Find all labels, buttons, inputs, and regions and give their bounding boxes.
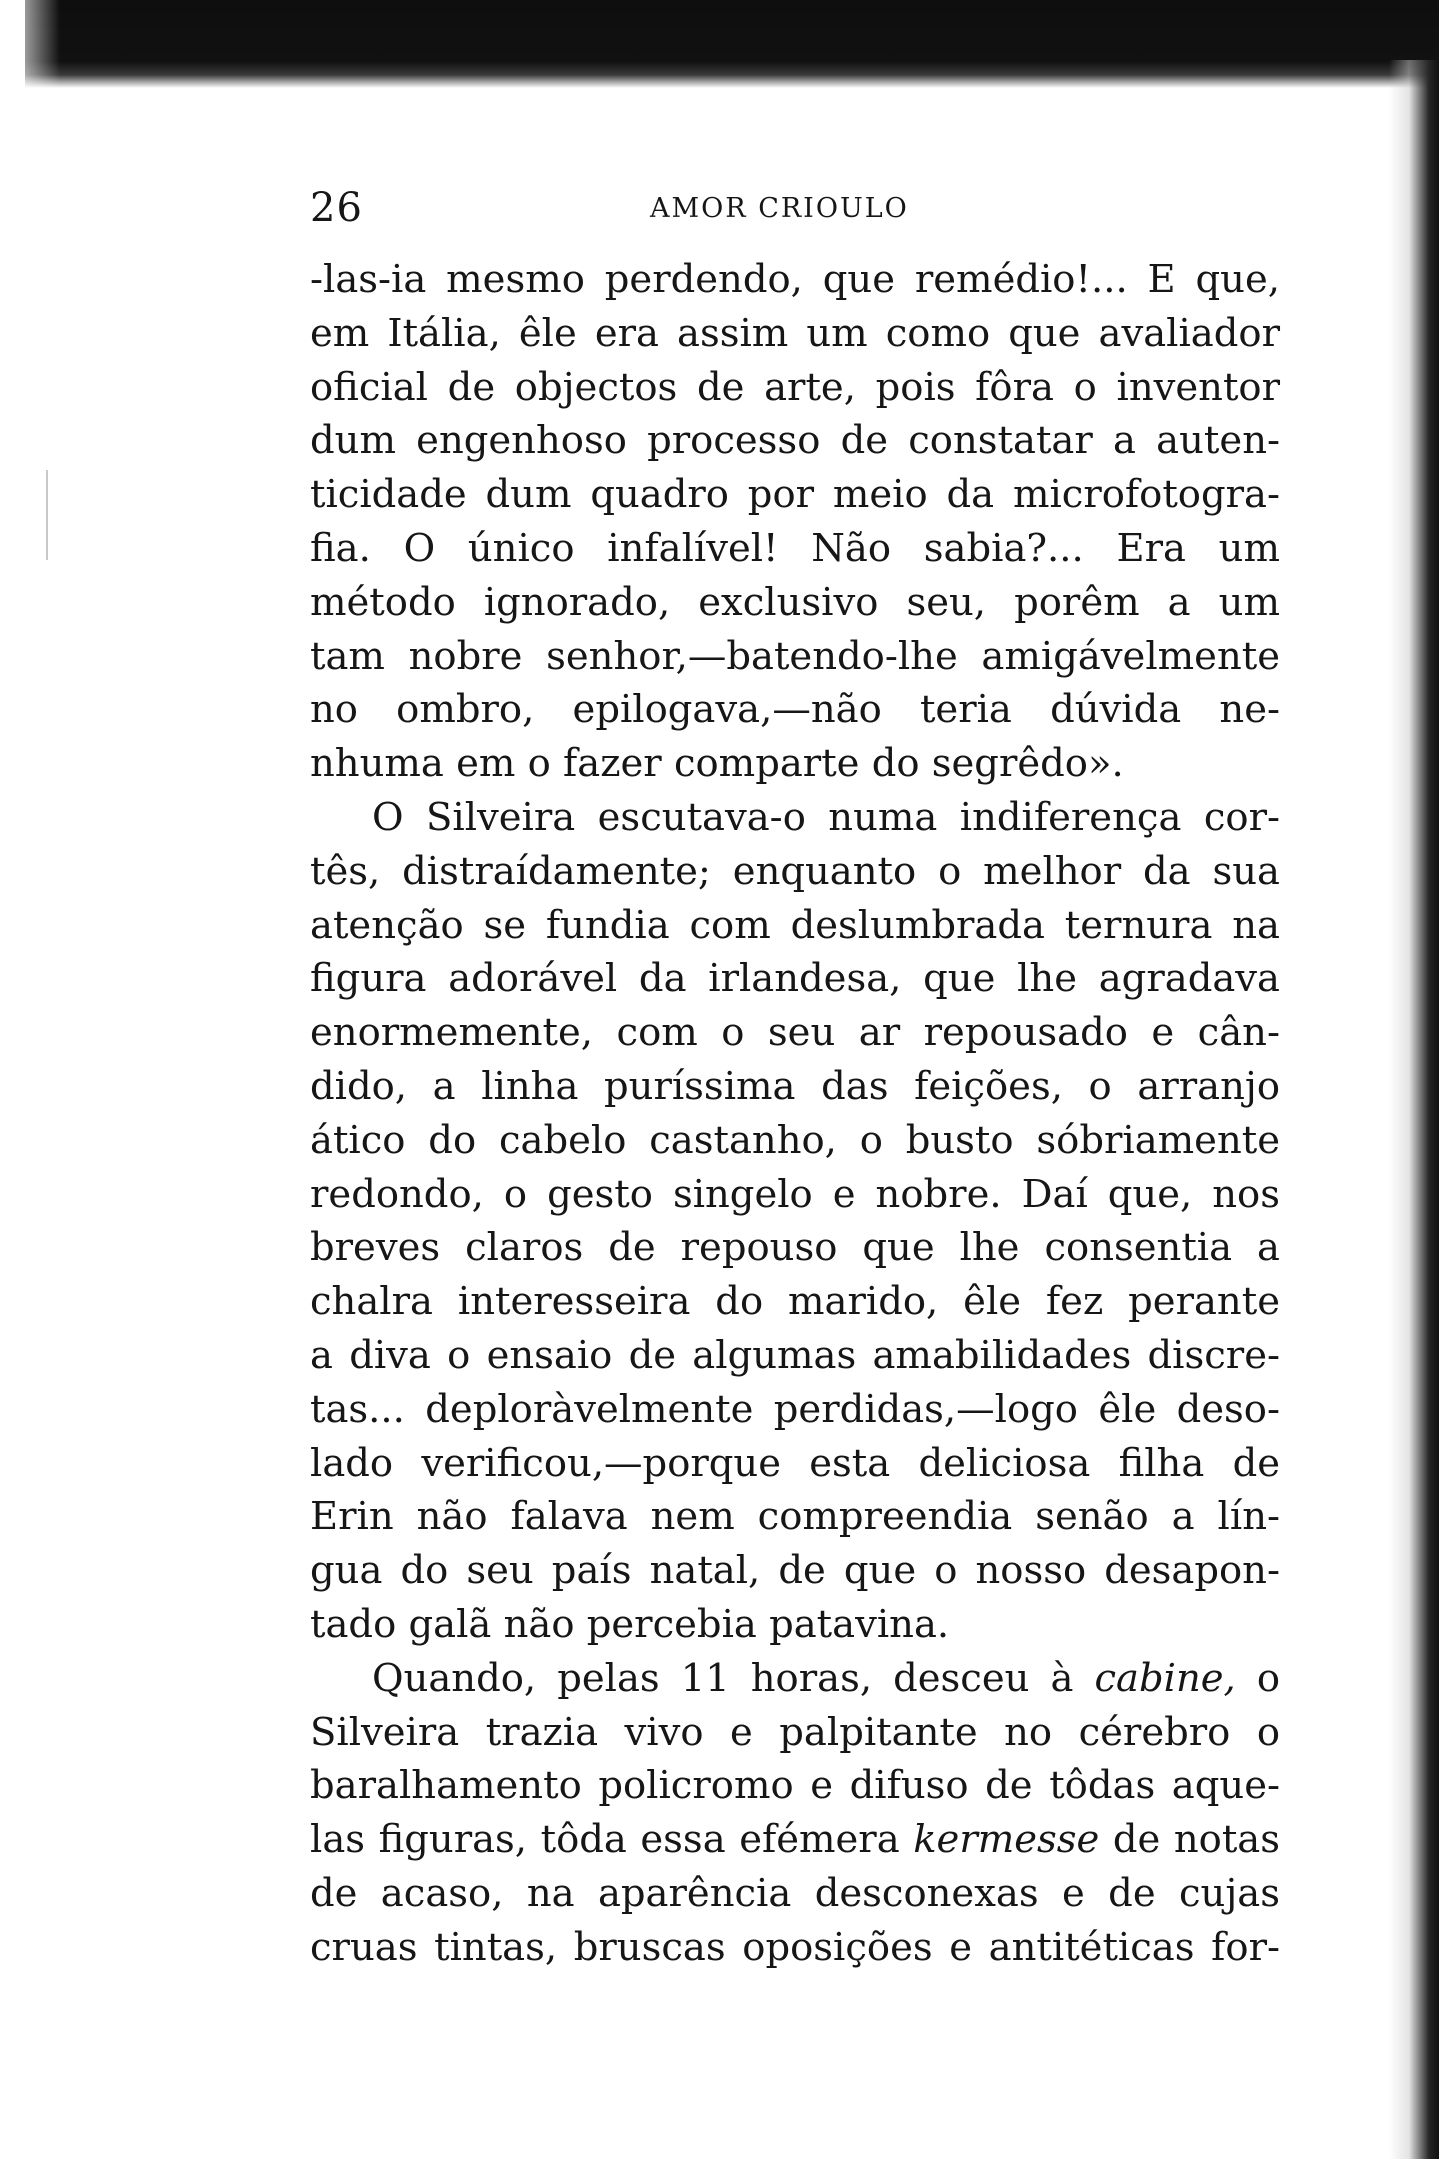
text-line: oficial de objectos de arte, pois fôra o inventor xyxy=(310,364,1280,410)
text-line: a diva o ensaio de algumas amabilidades discre- xyxy=(310,1332,1280,1378)
text-line: dido, a linha puríssima das feições, o arranjo xyxy=(310,1063,1280,1109)
running-title: AMOR CRIOULO xyxy=(650,193,909,224)
text-line: Erin não falava nem compreendia senão a lín- xyxy=(310,1494,1280,1540)
text-line: figura adorável da irlandesa, que lhe agradava xyxy=(310,956,1280,1002)
text-span: Quando, pelas 11 horas, desceu à xyxy=(372,1655,1095,1701)
book-page xyxy=(310,175,1280,1975)
scan-top-shadow xyxy=(25,0,1439,88)
text-line: tês, distraídamente; enquanto o melhor da sua xyxy=(310,848,1280,894)
italic-word: cabine, xyxy=(1094,1655,1236,1701)
text-line xyxy=(310,1652,1280,1706)
text-line: fia. O único infalível! Não sabia?... Era um xyxy=(310,525,1280,571)
text-line: Silveira trazia vivo e palpitante no cérebro o xyxy=(310,1709,1280,1755)
text-line: gua do seu país natal, de que o nosso desapon- xyxy=(310,1548,1280,1594)
scan-top-fade xyxy=(0,0,60,90)
text-line: ático do cabelo castanho, o busto sóbriamente xyxy=(310,1117,1280,1163)
text-line: nhuma em o fazer comparte do segrêdo». xyxy=(310,741,1124,787)
scan-right-edge-shadow xyxy=(1389,60,1439,2159)
text-line: método ignorado, exclusivo seu, porêm a um xyxy=(310,579,1280,625)
text-line: cruas tintas, bruscas oposições e antitéticas for- xyxy=(310,1924,1280,1970)
text-line xyxy=(310,1813,1280,1867)
text-line: tas... deploràvelmente perdidas,—logo êle deso- xyxy=(310,1386,1280,1432)
text-line: em Itália, êle era assim um como que avaliador xyxy=(310,310,1280,356)
text-line: tado galã não percebia patavina. xyxy=(310,1601,950,1647)
text-line: ticidade dum quadro por meio da microfotogra- xyxy=(310,472,1280,518)
text-line: breves claros de repouso que lhe consentia a xyxy=(310,1225,1280,1271)
text-line: no ombro, epilogava,—não teria dúvida ne- xyxy=(310,687,1280,733)
text-span: de notas xyxy=(1099,1817,1281,1863)
text-line: chalra interesseira do marido, êle fez perante xyxy=(310,1279,1280,1325)
text-line: O Silveira escutava-o numa indiferença cor- xyxy=(372,794,1280,840)
text-line: lado verificou,—porque esta deliciosa filha de xyxy=(310,1440,1280,1486)
scan-left-mark xyxy=(46,470,48,560)
text-line: de acaso, na aparência desconexas e de cujas xyxy=(310,1870,1280,1916)
text-line: tam nobre senhor,—batendo-lhe amigávelmente xyxy=(310,633,1280,679)
running-head xyxy=(310,175,1280,235)
text-line: -las-ia mesmo perdendo, que remédio!... E que, xyxy=(310,257,1280,302)
text-line: redondo, o gesto singelo e nobre. Daí que, nos xyxy=(310,1171,1280,1217)
text-span: las figuras, tôda essa efémera xyxy=(310,1817,914,1863)
body-text xyxy=(310,253,1280,1975)
text-span: o xyxy=(1235,1655,1281,1701)
italic-word: kermesse xyxy=(913,1817,1100,1863)
text-line: dum engenhoso processo de constatar a auten- xyxy=(310,418,1280,464)
page-number: 26 xyxy=(310,185,363,231)
text-line: enormemente, com o seu ar repousado e cân- xyxy=(310,1010,1280,1056)
text-line: atenção se fundia com deslumbrada ternura na xyxy=(310,902,1280,948)
text-line: baralhamento policromo e difuso de tôdas aque- xyxy=(310,1763,1280,1809)
